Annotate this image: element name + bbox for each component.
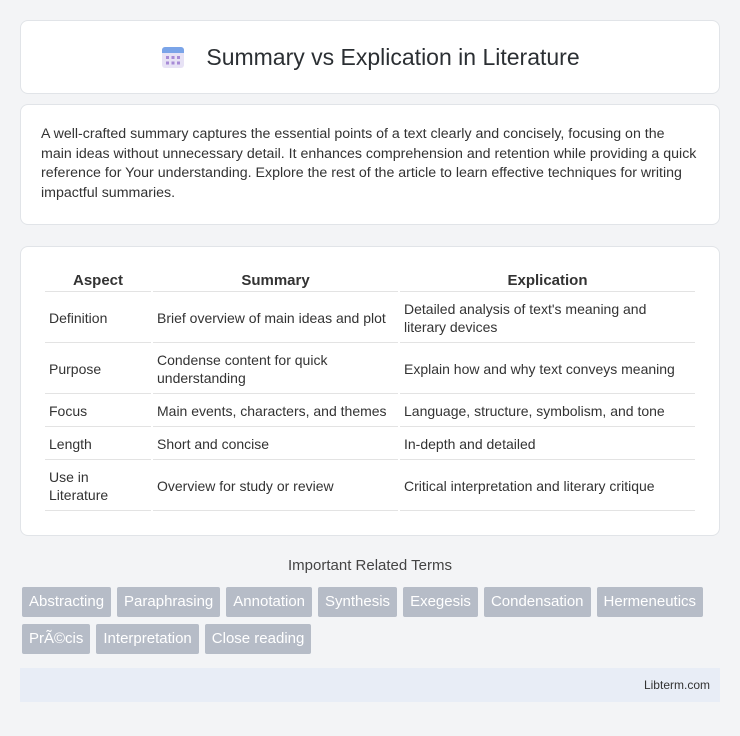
cell-explication: Detailed analysis of text's meaning and literary devices xyxy=(400,294,695,343)
header-explication: Explication xyxy=(400,269,695,292)
related-terms-list xyxy=(20,587,720,661)
tag-interpretation[interactable]: Interpretation xyxy=(96,624,198,654)
footer-brand[interactable]: Libterm.com xyxy=(643,678,710,693)
intro-text: A well-crafted summary captures the essential points of a text clearly and concisely, focusing on the main ideas without unnecessary detail. It enhances comprehension and retention while providing a quick reference for Your understanding. Explore the rest of the article to learn effective techniques for writing impactful summaries. xyxy=(41,126,697,201)
table-row xyxy=(45,294,695,343)
table-header-row xyxy=(45,269,695,292)
cell-summary: Condense content for quick understanding xyxy=(153,345,398,394)
table-row xyxy=(45,345,695,394)
tag-condensation[interactable]: Condensation xyxy=(484,587,591,617)
cell-summary: Brief overview of main ideas and plot xyxy=(153,294,398,343)
tag-close-reading[interactable]: Close reading xyxy=(205,624,312,654)
cell-explication: Critical interpretation and literary critique xyxy=(400,462,695,511)
tag-exegesis[interactable]: Exegesis xyxy=(403,587,478,617)
table-row xyxy=(45,429,695,460)
tag-precis[interactable]: PrÃ©cis xyxy=(22,624,90,654)
cell-aspect: Length xyxy=(45,429,151,460)
tag-abstracting[interactable]: Abstracting xyxy=(22,587,111,617)
header-aspect: Aspect xyxy=(45,269,151,292)
related-terms-title: Important Related Terms xyxy=(288,557,452,575)
table-row xyxy=(45,462,695,511)
cell-aspect: Use in Literature xyxy=(45,462,151,511)
cell-aspect: Definition xyxy=(45,294,151,343)
comparison-table xyxy=(43,267,697,513)
intro-card xyxy=(20,104,720,225)
header-summary: Summary xyxy=(153,269,398,292)
footer xyxy=(20,668,720,702)
comparison-table-card xyxy=(20,246,720,536)
tag-paraphrasing[interactable]: Paraphrasing xyxy=(117,587,220,617)
cell-aspect: Purpose xyxy=(45,345,151,394)
header-card xyxy=(20,20,720,94)
tag-synthesis[interactable]: Synthesis xyxy=(318,587,397,617)
page-title: Summary vs Explication in Literature xyxy=(206,43,580,70)
tag-annotation[interactable]: Annotation xyxy=(226,587,312,617)
cell-explication: Language, structure, symbolism, and tone xyxy=(400,396,695,427)
cell-summary: Overview for study or review xyxy=(153,462,398,511)
calendar-grid-icon xyxy=(160,44,186,70)
cell-explication: Explain how and why text conveys meaning xyxy=(400,345,695,394)
cell-aspect: Focus xyxy=(45,396,151,427)
table-row xyxy=(45,396,695,427)
cell-explication: In-depth and detailed xyxy=(400,429,695,460)
cell-summary: Main events, characters, and themes xyxy=(153,396,398,427)
cell-summary: Short and concise xyxy=(153,429,398,460)
tag-hermeneutics[interactable]: Hermeneutics xyxy=(597,587,704,617)
